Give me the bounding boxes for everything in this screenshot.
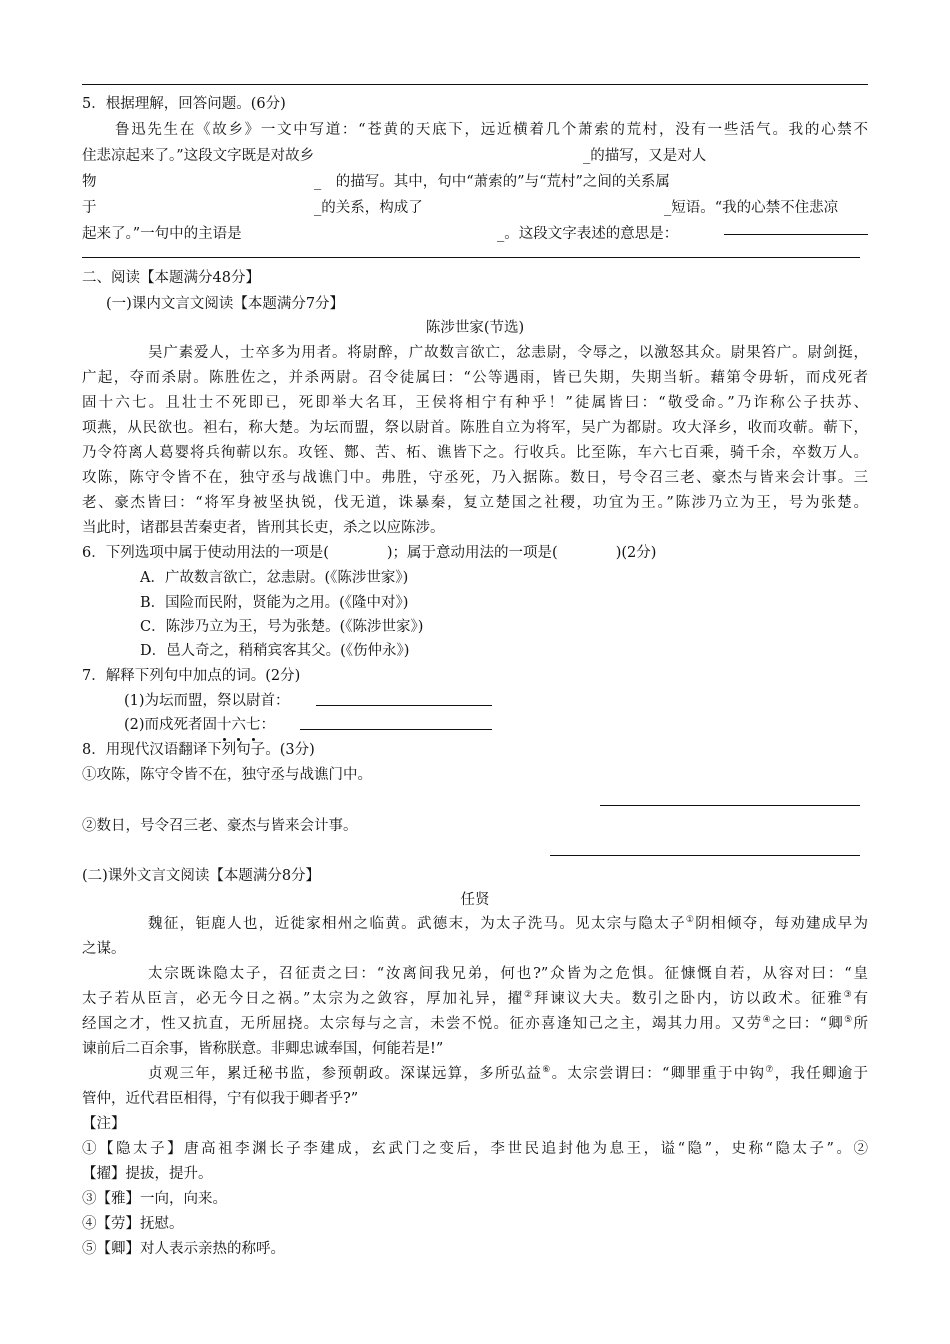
text1-line: 攻陈，陈守令皆不在，独守丞与战谯门中。弗胜，守丞死，乃入据陈。数日，号令召三老、豪杰与皆来会计事。三 [82, 470, 868, 486]
section-2-sub1: (一)课内文言文阅读【本题满分7分】 [106, 296, 345, 312]
q6-option-b[interactable]: B．国险而民附，贤能为之用。(《隆中对》) [140, 595, 409, 611]
q5-answer-rule[interactable] [82, 257, 860, 258]
q5-line-3b: _ 的描写。其中，句中“萧索的”与“荒村”之间的关系属 [314, 174, 670, 190]
text1-line: 固十六七。且壮士不死即已，死即举大名耳，王侯将相宁有种乎！”徒属皆曰：“敬受命。”乃诈称公子扶苏、 [82, 395, 868, 411]
q5-line-4a: 于 [82, 200, 97, 216]
q8-answer-line-1[interactable] [600, 805, 860, 806]
note-4: ④【劳】抚慰。 [82, 1216, 184, 1232]
note-1: ①【隐太子】唐高祖李渊长子李建成，玄武门之变后，李世民追封他为息王，谥“隐”，史称“隐太子”。② [82, 1141, 868, 1157]
q5-line-2b: _的描写，又是对人 [583, 148, 707, 164]
text2-para2-line: 经国之才，性又抗直，无所屈挠。太宗每与之言，未尝不悦。征亦喜逢知己之主，竭其力用。又劳④之曰：“卿⑤所 [82, 1015, 868, 1032]
text2-para1-end: 之谋。 [82, 941, 126, 957]
text2-para3-end: 管仲，近代君臣相得，宁有似我于卿者乎?” [82, 1091, 359, 1107]
q5-line-4c: _短语。“我的心禁不住悲凉 [664, 200, 839, 216]
q7-blank-1[interactable] [316, 705, 492, 706]
q5-line-1: 鲁迅先生在《故乡》一文中写道：“苍黄的天底下，远近横着几个萧索的荒村，没有一些活气。我的心禁不 [115, 122, 868, 138]
text2-para2-end: 谏前后二百余事，皆称朕意。非卿忠诚奉国，何能若是!” [82, 1041, 444, 1057]
footnote-mark: ④ [762, 1015, 773, 1026]
q5-line-4b: _的关系，构成了 [314, 200, 423, 216]
q6-option-d[interactable]: D．邑人奇之，稍稍宾客其父。(《伤仲永》) [140, 643, 410, 659]
footnote-mark: ① [685, 915, 696, 926]
text1-line: 老、豪杰皆曰：“将军身被坚执锐，伐无道，诛暴秦，复立楚国之社稷，功宜为王。”陈涉乃立为王，号为张楚。 [82, 495, 868, 511]
text2-para1: 魏征，钜鹿人也，近徙家相州之临黄。武德末，为太子洗马。见太宗与隐太子①阴相倾夺，每劝建成早为 [148, 915, 869, 932]
q5-line-5a: 起来了。”一句中的主语是 [82, 226, 242, 242]
q5-line-2a: 住悲凉起来了。”这段文字既是对故乡 [82, 148, 315, 164]
q5-line-5b: _。这段文字表述的意思是： [497, 226, 679, 242]
q5-answer-blank[interactable] [724, 234, 868, 235]
text2-para3-line: 贞观三年，累迁秘书监，参预朝政。深谋远算，多所弘益⑥。太宗尝谓曰：“卿罪重于中钩⑦，我任卿逾于 [148, 1065, 868, 1082]
footnote-mark: ③ [843, 990, 854, 1001]
note-3: ③【雅】一向，向来。 [82, 1191, 227, 1207]
footnote-mark: ② [524, 990, 534, 1001]
note-5: ⑤【卿】对人表示亲热的称呼。 [82, 1241, 285, 1257]
dotted-char: 七 [246, 717, 261, 733]
q6-option-a[interactable]: A．广故数言欲亡，忿恚尉。(《陈涉世家》) [140, 570, 409, 586]
q7-item-1: (1)为坛而盟，祭以尉首： [124, 693, 290, 709]
top-rule [82, 84, 868, 85]
notes-label: 【注】 [82, 1116, 126, 1132]
q5-line-3a: 物 [82, 174, 97, 190]
q6-stem: 6．下列选项中属于使动用法的一项是( )；属于意动用法的一项是( )(2分) [82, 545, 657, 561]
q8-answer-line-2[interactable] [550, 855, 860, 856]
footnote-mark: ⑤ [844, 1015, 854, 1026]
text1-last-line: 当此时，诸郡县苦秦吏者，皆刑其长吏，杀之以应陈涉。 [82, 520, 445, 536]
footnote-mark: ⑥ [542, 1065, 552, 1076]
q6-option-c[interactable]: C．陈涉乃立为王，号为张楚。(《陈涉世家》) [140, 619, 424, 635]
dotted-char: 十 [217, 717, 232, 733]
text1-line: 吴广素爱人，士卒多为用者。将尉醉，广故数言欲亡，忿恚尉，令辱之，以激怒其众。尉果笞广。尉剑挺， [148, 345, 868, 361]
q7-item-2: (2)而戍死者固十六七： [124, 717, 276, 733]
section-2-title: 二、阅读【本题满分48分】 [82, 270, 260, 286]
text1-title: 陈涉世家(节选) [425, 320, 525, 336]
text1-line: 广起，夺而杀尉。陈胜佐之，并杀两尉。召令徒属曰：“公等遇雨，皆已失期，失期当斩。藉第令毋斩，而戍死者 [82, 370, 868, 386]
note-2: 【擢】提拔，提升。 [82, 1166, 213, 1182]
text2-title: 任贤 [460, 892, 490, 908]
q8-sentence-1: ①攻陈，陈守令皆不在，独守丞与战谯门中。 [82, 767, 372, 783]
q8-stem: 8．用现代汉语翻译下列句子。(3分) [82, 742, 315, 758]
q7-blank-2[interactable] [300, 729, 492, 730]
text1-line: 乃令符离人葛婴将兵徇蕲以东。攻铚、酂、苦、柘、谯皆下之。行收兵。比至陈，车六七百乘，骑千余，卒数万人。 [82, 445, 868, 461]
q7-stem: 7．解释下列句中加点的词。(2分) [82, 668, 301, 684]
text1-line: 项燕，从民欲也。袒右，称大楚。为坛而盟，祭以尉首。陈胜自立为将军，吴广为都尉。攻大泽乡，收而攻蕲。蕲下， [82, 420, 868, 436]
dotted-char: 六 [231, 717, 247, 733]
footnote-mark: ⑦ [765, 1065, 775, 1076]
text2-para2-line: 太宗既诛隐太子，召征责之曰：“汝离间我兄弟，何也?”众皆为之危惧。征慷慨自若，从容对曰：“皇 [148, 966, 868, 982]
section-2-sub2: (二)课外文言文阅读【本题满分8分】 [82, 868, 321, 884]
q5-title: 5．根据理解，回答问题。(6分) [82, 96, 286, 112]
q8-sentence-2: ②数日，号令召三老、豪杰与皆来会计事。 [82, 818, 358, 834]
text2-para2-line: 太子若从臣言，必无今日之祸。”太宗为之敛容，厚加礼异，擢②拜谏议大夫。数引之卧内，访以政术。征雅③有 [82, 990, 868, 1007]
